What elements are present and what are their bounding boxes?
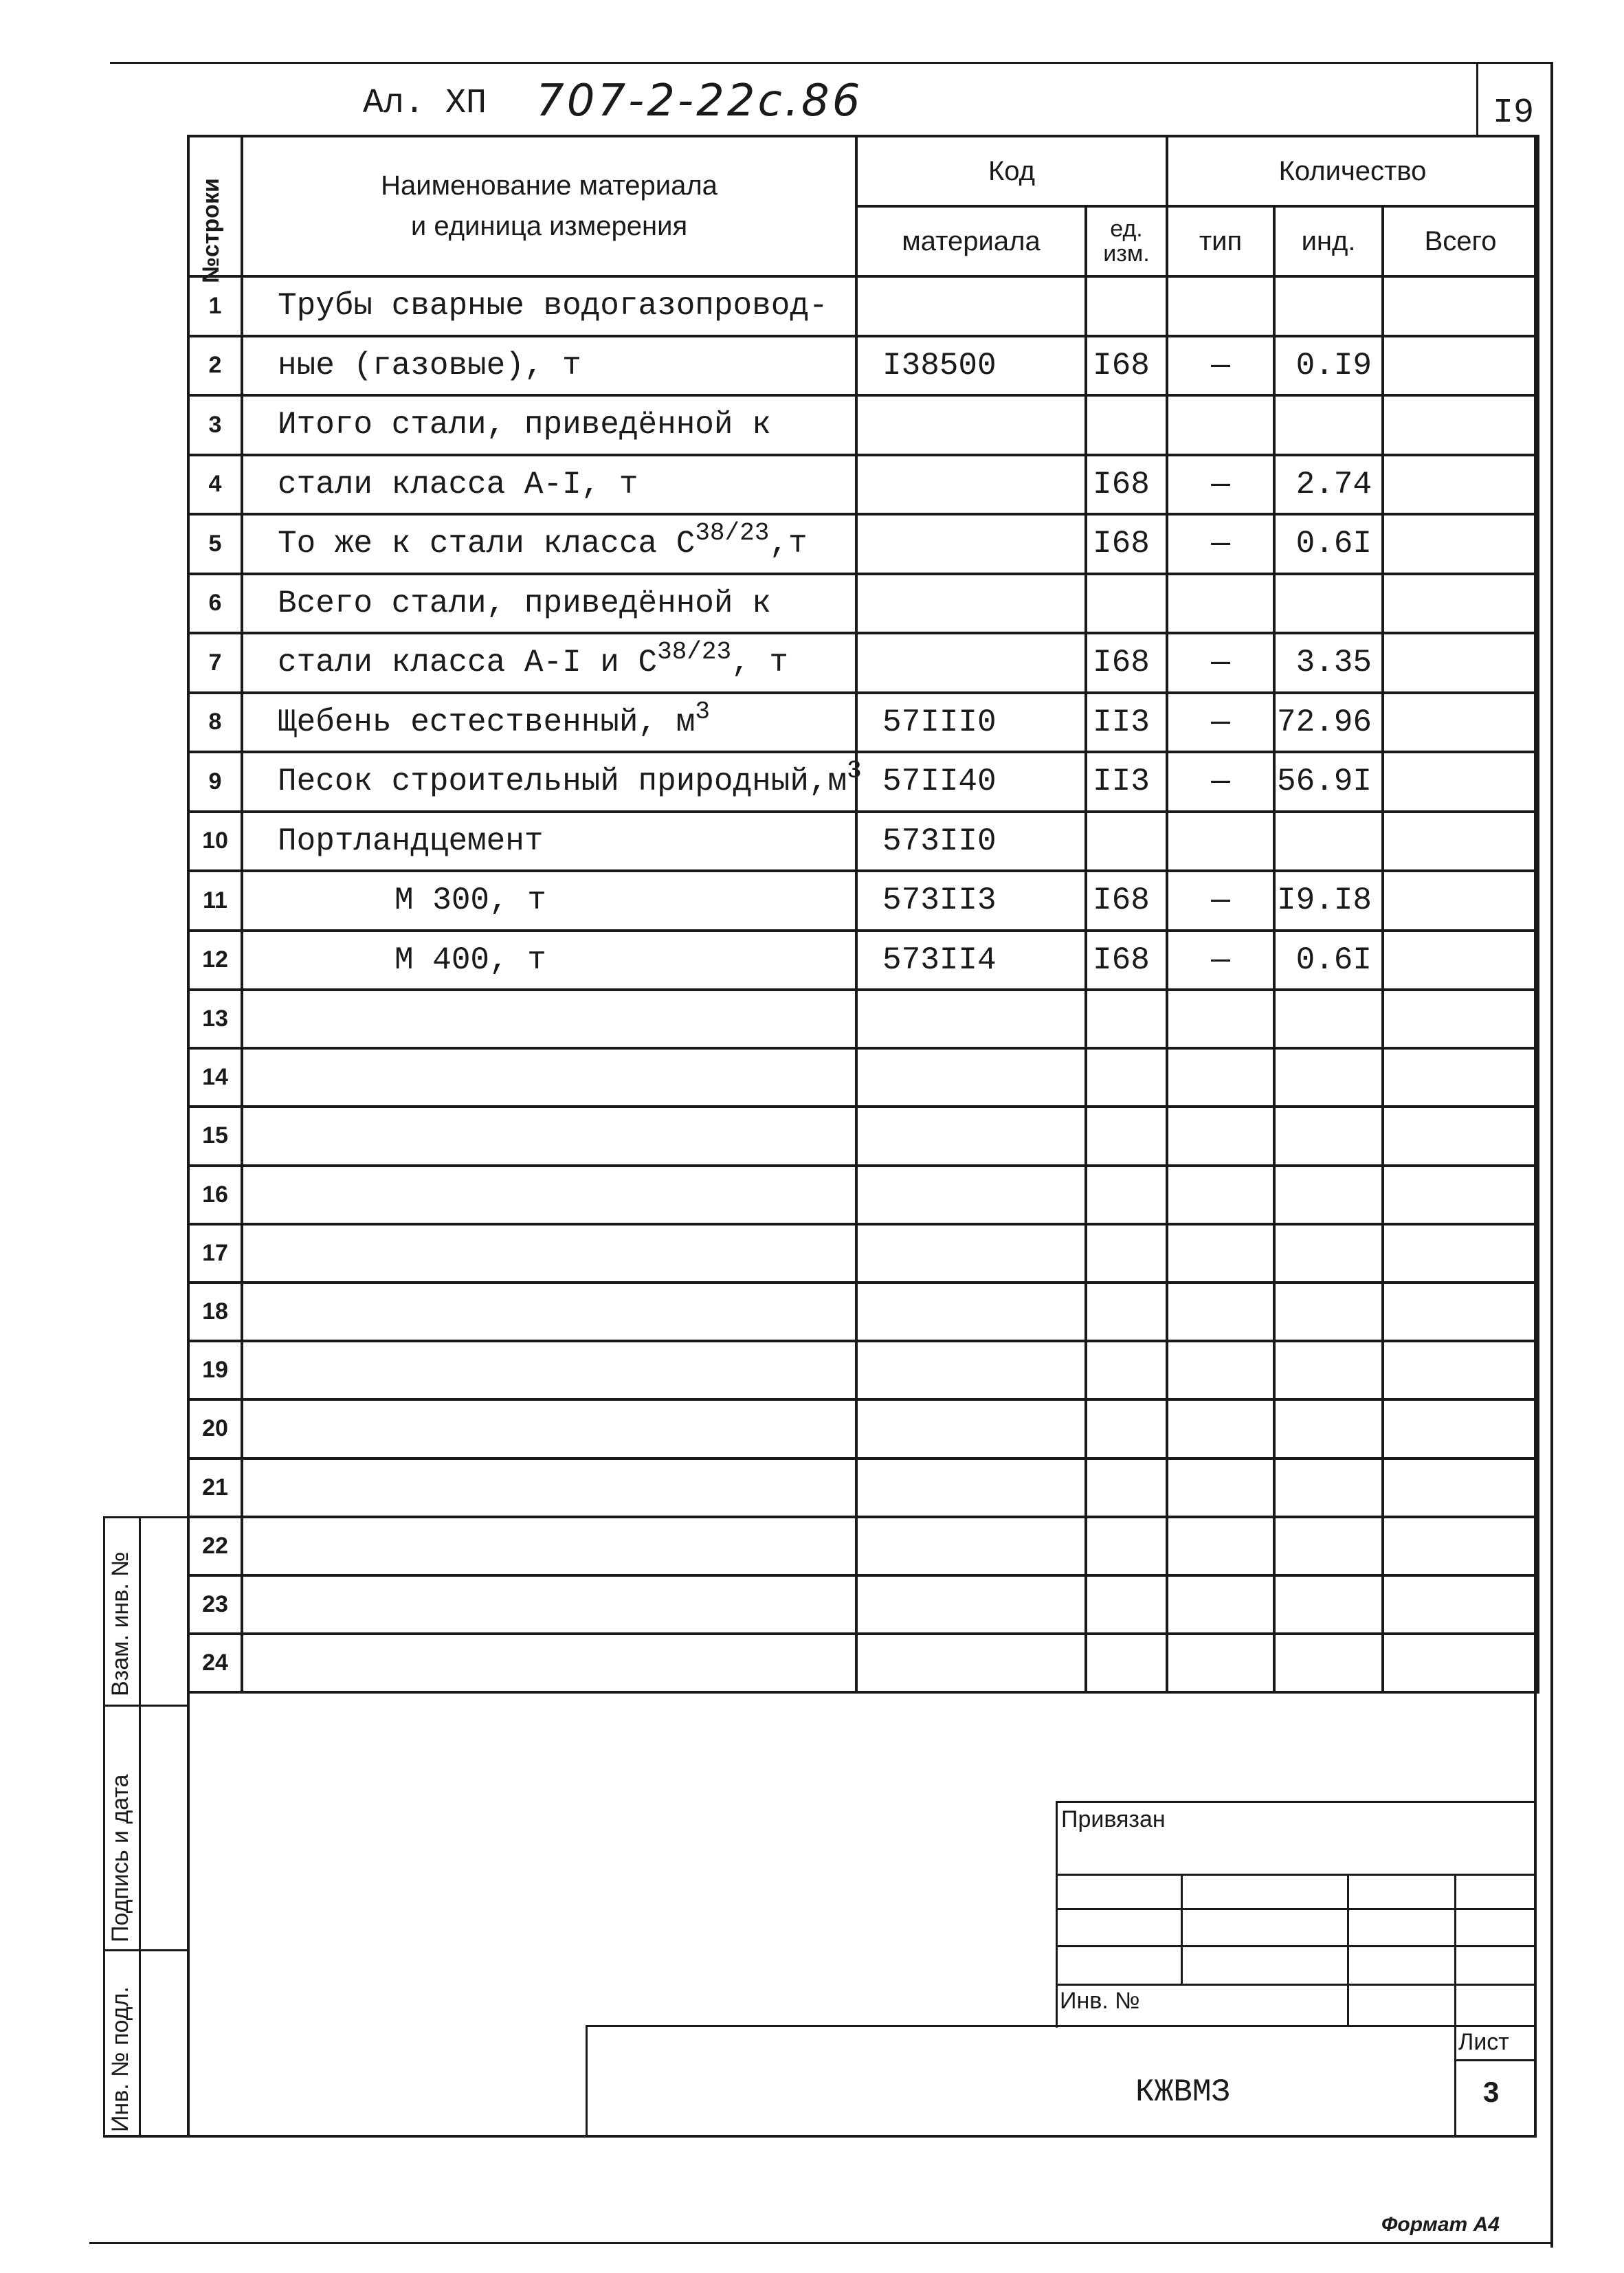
row-material-name xyxy=(242,1459,856,1517)
row-unit-code: I68 xyxy=(1086,633,1167,693)
row-total xyxy=(1383,752,1538,812)
row-type xyxy=(1167,812,1274,872)
row-type: — xyxy=(1167,514,1274,574)
row-material-code xyxy=(856,1459,1086,1517)
header-total: Всего xyxy=(1383,206,1538,276)
row-material-code xyxy=(856,1517,1086,1575)
row-type xyxy=(1167,1634,1274,1692)
table-row xyxy=(188,931,1538,990)
row-material-code xyxy=(856,1575,1086,1634)
row-unit-code xyxy=(1086,1341,1167,1399)
table-row xyxy=(188,1048,1538,1107)
row-number: 7 xyxy=(188,633,242,693)
page-number: I9 xyxy=(1493,93,1535,133)
row-ind xyxy=(1274,1107,1383,1165)
row-total xyxy=(1383,1283,1538,1341)
row-number: 5 xyxy=(188,514,242,574)
bound-to-label: Привязан xyxy=(1061,1806,1166,1832)
row-material-code: I38500 xyxy=(856,336,1086,396)
row-ind xyxy=(1274,1048,1383,1107)
table-row xyxy=(188,1517,1538,1575)
row-ind xyxy=(1274,1517,1383,1575)
row-material-code: 573II0 xyxy=(856,812,1086,872)
row-ind xyxy=(1274,1341,1383,1399)
row-material-code xyxy=(856,1341,1086,1399)
row-number: 10 xyxy=(188,812,242,872)
row-material-name: Портландцемент xyxy=(242,812,856,872)
row-material-name: ные (газовые), т xyxy=(242,336,856,396)
header-material-name: Наименование материала и единица измерения xyxy=(242,136,856,276)
header-code-material: материала xyxy=(856,206,1086,276)
row-type xyxy=(1167,574,1274,634)
table-row xyxy=(188,1341,1538,1399)
row-material-code xyxy=(856,514,1086,574)
row-total xyxy=(1383,1399,1538,1458)
row-material-code xyxy=(856,1399,1086,1458)
row-type xyxy=(1167,1575,1274,1634)
table-row xyxy=(188,336,1538,396)
row-total xyxy=(1383,1341,1538,1399)
header-type: тип xyxy=(1167,206,1274,276)
row-total xyxy=(1383,1166,1538,1224)
row-total xyxy=(1383,276,1538,336)
row-ind xyxy=(1274,276,1383,336)
row-unit-code xyxy=(1086,574,1167,634)
row-material-name: стали класса А-I, т xyxy=(242,455,856,515)
row-material-name: То же к стали класса $С^{38/23},т$ xyxy=(242,514,856,574)
row-unit-code: I68 xyxy=(1086,336,1167,396)
table-row xyxy=(188,514,1538,574)
row-type xyxy=(1167,395,1274,455)
row-unit-code xyxy=(1086,276,1167,336)
row-material-name: стали класса А-I и $С^{38/23}$, т xyxy=(242,633,856,693)
row-unit-code xyxy=(1086,1634,1167,1692)
row-material-name: Трубы сварные водогазопровод- xyxy=(242,276,856,336)
table-row xyxy=(188,1459,1538,1517)
row-total xyxy=(1383,1517,1538,1575)
row-type xyxy=(1167,1517,1274,1575)
top-rule xyxy=(110,62,1553,64)
row-number: 19 xyxy=(188,1341,242,1399)
row-number: 12 xyxy=(188,931,242,990)
row-number: 2 xyxy=(188,336,242,396)
row-type: — xyxy=(1167,633,1274,693)
row-ind: 0.6I xyxy=(1274,514,1383,574)
row-material-code xyxy=(856,1283,1086,1341)
row-material-code xyxy=(856,1048,1086,1107)
row-material-code: 57II40 xyxy=(856,752,1086,812)
sheet-label: Лист xyxy=(1458,2029,1509,2055)
row-unit-code xyxy=(1086,1107,1167,1165)
table-row xyxy=(188,752,1538,812)
row-unit-code xyxy=(1086,1283,1167,1341)
row-material-name: Всего стали, приведённой к xyxy=(242,574,856,634)
row-material-name: Песок строительный $природный,м^3$ xyxy=(242,752,856,812)
row-material-code: 573II4 xyxy=(856,931,1086,990)
inv-no-label: Инв. № xyxy=(1060,1988,1140,2014)
row-number: 6 xyxy=(188,574,242,634)
row-total xyxy=(1383,1459,1538,1517)
table-row xyxy=(188,1166,1538,1224)
row-unit-code xyxy=(1086,812,1167,872)
row-ind xyxy=(1274,990,1383,1048)
row-material-name xyxy=(242,990,856,1048)
materials-table xyxy=(187,135,1539,1694)
table-row xyxy=(188,455,1538,515)
row-number: 23 xyxy=(188,1575,242,1634)
table-row xyxy=(188,1107,1538,1165)
row-ind xyxy=(1274,812,1383,872)
row-number: 9 xyxy=(188,752,242,812)
row-number: 16 xyxy=(188,1166,242,1224)
table-row xyxy=(188,812,1538,872)
row-material-name: М 300, т xyxy=(242,871,856,931)
row-type: — xyxy=(1167,752,1274,812)
row-type: — xyxy=(1167,336,1274,396)
row-type xyxy=(1167,1107,1274,1165)
header-ind: инд. xyxy=(1274,206,1383,276)
side-strip-divider-1 xyxy=(103,1516,188,1518)
row-unit-code xyxy=(1086,1224,1167,1283)
table-row xyxy=(188,633,1538,693)
row-material-code xyxy=(856,574,1086,634)
row-type: — xyxy=(1167,693,1274,753)
page-number-box-left xyxy=(1476,62,1478,135)
row-type xyxy=(1167,1166,1274,1224)
row-total xyxy=(1383,693,1538,753)
row-type xyxy=(1167,1048,1274,1107)
row-type xyxy=(1167,1283,1274,1341)
row-total xyxy=(1383,812,1538,872)
drawing-designation: КЖВМЗ xyxy=(1135,2074,1231,2110)
row-total xyxy=(1383,931,1538,990)
row-unit-code xyxy=(1086,1399,1167,1458)
row-ind xyxy=(1274,574,1383,634)
row-total xyxy=(1383,514,1538,574)
table-row xyxy=(188,871,1538,931)
row-number: 20 xyxy=(188,1399,242,1458)
header-code: Код xyxy=(856,136,1167,206)
row-number: 8 xyxy=(188,693,242,753)
row-material-name xyxy=(242,1341,856,1399)
row-material-name xyxy=(242,1283,856,1341)
row-ind xyxy=(1274,395,1383,455)
row-unit-code: II3 xyxy=(1086,752,1167,812)
table-row xyxy=(188,1283,1538,1341)
row-number: 18 xyxy=(188,1283,242,1341)
row-material-name xyxy=(242,1048,856,1107)
row-material-code xyxy=(856,990,1086,1048)
row-type: — xyxy=(1167,871,1274,931)
row-unit-code: I68 xyxy=(1086,514,1167,574)
row-material-name: Итого стали, приведённой к xyxy=(242,395,856,455)
side-strip-left xyxy=(103,1516,105,2136)
header-unit: ед. изм. xyxy=(1086,206,1167,276)
row-number: 15 xyxy=(188,1107,242,1165)
album-label: Ал. ХП xyxy=(363,84,487,123)
row-total xyxy=(1383,871,1538,931)
row-ind xyxy=(1274,1224,1383,1283)
row-material-name xyxy=(242,1224,856,1283)
row-material-name xyxy=(242,1166,856,1224)
row-ind: 56.9I xyxy=(1274,752,1383,812)
row-unit-code xyxy=(1086,1517,1167,1575)
row-total xyxy=(1383,990,1538,1048)
table-row xyxy=(188,990,1538,1048)
row-material-name: М 400, т xyxy=(242,931,856,990)
row-number: 17 xyxy=(188,1224,242,1283)
row-type xyxy=(1167,990,1274,1048)
row-total xyxy=(1383,633,1538,693)
row-type xyxy=(1167,1341,1274,1399)
table-row xyxy=(188,1399,1538,1458)
row-total xyxy=(1383,336,1538,396)
row-material-code xyxy=(856,1224,1086,1283)
row-number: 22 xyxy=(188,1517,242,1575)
row-number: 13 xyxy=(188,990,242,1048)
row-material-code: 573II3 xyxy=(856,871,1086,931)
inv-orig-label: Инв. № подл. xyxy=(107,1986,133,2132)
side-strip-divider-2 xyxy=(103,1705,188,1707)
row-total xyxy=(1383,1634,1538,1692)
header-quantity: Количество xyxy=(1167,136,1538,206)
row-type: — xyxy=(1167,455,1274,515)
row-type xyxy=(1167,1459,1274,1517)
row-ind: 0.I9 xyxy=(1274,336,1383,396)
row-unit-code xyxy=(1086,1575,1167,1634)
row-material-code xyxy=(856,633,1086,693)
row-ind: 2.74 xyxy=(1274,455,1383,515)
row-type xyxy=(1167,276,1274,336)
row-type xyxy=(1167,1224,1274,1283)
row-unit-code xyxy=(1086,1048,1167,1107)
row-number: 21 xyxy=(188,1459,242,1517)
row-number: 1 xyxy=(188,276,242,336)
table-row xyxy=(188,693,1538,753)
row-number: 24 xyxy=(188,1634,242,1692)
table-row xyxy=(188,1224,1538,1283)
row-ind xyxy=(1274,1575,1383,1634)
row-material-name xyxy=(242,1399,856,1458)
row-number: 11 xyxy=(188,871,242,931)
row-number: 4 xyxy=(188,455,242,515)
row-number: 3 xyxy=(188,395,242,455)
frame-bottom-border xyxy=(103,2135,1537,2138)
row-unit-code xyxy=(1086,1166,1167,1224)
row-material-code xyxy=(856,276,1086,336)
row-unit-code: I68 xyxy=(1086,931,1167,990)
row-unit-code xyxy=(1086,1459,1167,1517)
row-material-name: Щебень естественный, $м^3$ xyxy=(242,693,856,753)
row-number: 14 xyxy=(188,1048,242,1107)
row-material-code xyxy=(856,1107,1086,1165)
row-material-name xyxy=(242,1517,856,1575)
side-strip-divider-3 xyxy=(103,1949,188,1951)
row-total xyxy=(1383,1048,1538,1107)
row-material-name xyxy=(242,1634,856,1692)
row-total xyxy=(1383,1224,1538,1283)
row-ind xyxy=(1274,1459,1383,1517)
row-ind: I9.I8 xyxy=(1274,871,1383,931)
row-type: — xyxy=(1167,931,1274,990)
row-total xyxy=(1383,455,1538,515)
row-unit-code xyxy=(1086,990,1167,1048)
frame-right-outer-border xyxy=(1550,62,1553,2248)
bottom-rule xyxy=(89,2242,1553,2244)
row-unit-code: II3 xyxy=(1086,693,1167,753)
table-row xyxy=(188,574,1538,634)
format-label: Формат А4 xyxy=(1381,2213,1500,2236)
project-code: 707-2-22с.86 xyxy=(536,76,863,126)
row-material-name xyxy=(242,1107,856,1165)
row-ind xyxy=(1274,1399,1383,1458)
row-unit-code: I68 xyxy=(1086,455,1167,515)
row-ind: 72.96 xyxy=(1274,693,1383,753)
row-material-code xyxy=(856,1166,1086,1224)
row-ind xyxy=(1274,1283,1383,1341)
table-row xyxy=(188,1575,1538,1634)
table-row xyxy=(188,276,1538,336)
row-ind: 0.6I xyxy=(1274,931,1383,990)
row-ind xyxy=(1274,1166,1383,1224)
row-material-code: 57III0 xyxy=(856,693,1086,753)
row-material-name xyxy=(242,1575,856,1634)
sheet-number: 3 xyxy=(1483,2076,1500,2108)
row-total xyxy=(1383,395,1538,455)
side-strip-inner xyxy=(139,1516,141,2136)
row-ind: 3.35 xyxy=(1274,633,1383,693)
header-row-number: №строки xyxy=(188,136,242,276)
row-ind xyxy=(1274,1634,1383,1692)
signature-date-label: Подпись и дата xyxy=(107,1774,133,1942)
row-material-code xyxy=(856,455,1086,515)
row-unit-code xyxy=(1086,395,1167,455)
row-type xyxy=(1167,1399,1274,1458)
row-total xyxy=(1383,574,1538,634)
replaced-inv-label: Взам. инв. № xyxy=(107,1551,133,1696)
row-material-code xyxy=(856,1634,1086,1692)
row-total xyxy=(1383,1107,1538,1165)
row-total xyxy=(1383,1575,1538,1634)
table-row xyxy=(188,1634,1538,1692)
table-row xyxy=(188,395,1538,455)
row-unit-code: I68 xyxy=(1086,871,1167,931)
row-material-code xyxy=(856,395,1086,455)
